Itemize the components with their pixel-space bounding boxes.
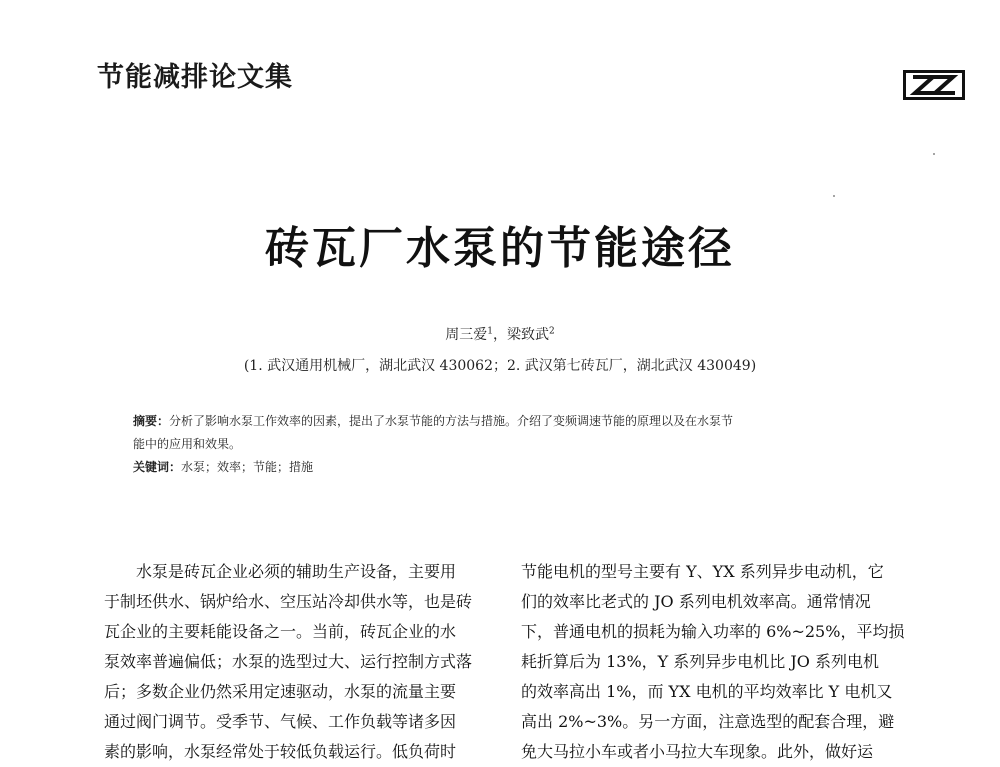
body-column-left — [104, 557, 497, 767]
author-line — [0, 324, 1000, 344]
author-2-affil-mark: 2 — [549, 326, 555, 337]
body-line: 节能电机的型号主要有 Y、YX 系列异步电动机，它 — [521, 562, 884, 581]
scan-speck — [933, 153, 935, 155]
keywords-label: 关键词： — [133, 460, 182, 474]
body-line: 泵效率普遍偏低；水泵的选型过大、运行控制方式落 — [104, 652, 473, 671]
body-line: 水泵是砖瓦企业必须的辅助生产设备，主要用 — [136, 562, 457, 581]
body-line: 通过阀门调节。受季节、气候、工作负载等诸多因 — [104, 712, 457, 731]
body-line: 免大马拉小车或者小马拉大车现象。此外，做好运 — [521, 742, 874, 761]
body-line: 的效率高出 1%，而 YX 电机的平均效率比 Y 电机又 — [521, 682, 893, 701]
body-line: 下，普通电机的损耗为输入功率的 6%~25%，平均损 — [521, 622, 905, 641]
abstract-label: 摘要： — [133, 414, 170, 428]
body-line: 耗折算后为 13%，Y 系列异步电机比 JO 系列电机 — [521, 652, 880, 671]
publisher-logo — [903, 70, 965, 100]
body-line: 们的效率比老式的 JO 系列电机效率高。通常情况 — [521, 592, 871, 611]
series-title: 节能减排论文集 — [97, 62, 293, 93]
abstract-block — [133, 410, 903, 479]
body-line: 后；多数企业仍然采用定速驱动，水泵的流量主要 — [104, 682, 457, 701]
paper-title: 砖瓦厂水泵的节能途径 — [265, 223, 735, 274]
author-separator: ， — [493, 327, 507, 343]
scan-speck — [833, 195, 835, 197]
body-line: 高出 2%~3%。另一方面，注意选型的配套合理，避 — [521, 712, 895, 731]
abstract-text-2: 能中的应用和效果。 — [133, 437, 242, 451]
body-column-right — [521, 557, 914, 767]
body-line: 素的影响，水泵经常处于较低负载运行。低负荷时 — [104, 742, 457, 761]
keywords-line — [133, 456, 903, 479]
abstract-line — [133, 410, 903, 433]
body-line: 于制坯供水、锅炉给水、空压站冷却供水等，也是砖 — [104, 592, 473, 611]
keywords: 水泵；效率；节能；措施 — [181, 460, 314, 474]
author-2: 梁致武 — [507, 327, 549, 343]
abstract-text-1: 分析了影响水泵工作效率的因素，提出了水泵节能的方法与措施。介绍了变频调速节能的原理以及在水泵节 — [169, 414, 734, 428]
affiliation: (1. 武汉通用机械厂，湖北武汉 430062；2. 武汉第七砖瓦厂，湖北武汉 430049) — [243, 358, 757, 374]
author-1: 周三爱 — [445, 327, 488, 343]
body-line: 瓦企业的主要耗能设备之一。当前，砖瓦企业的水 — [104, 622, 457, 641]
author-1-affil-mark: 1 — [487, 326, 493, 337]
